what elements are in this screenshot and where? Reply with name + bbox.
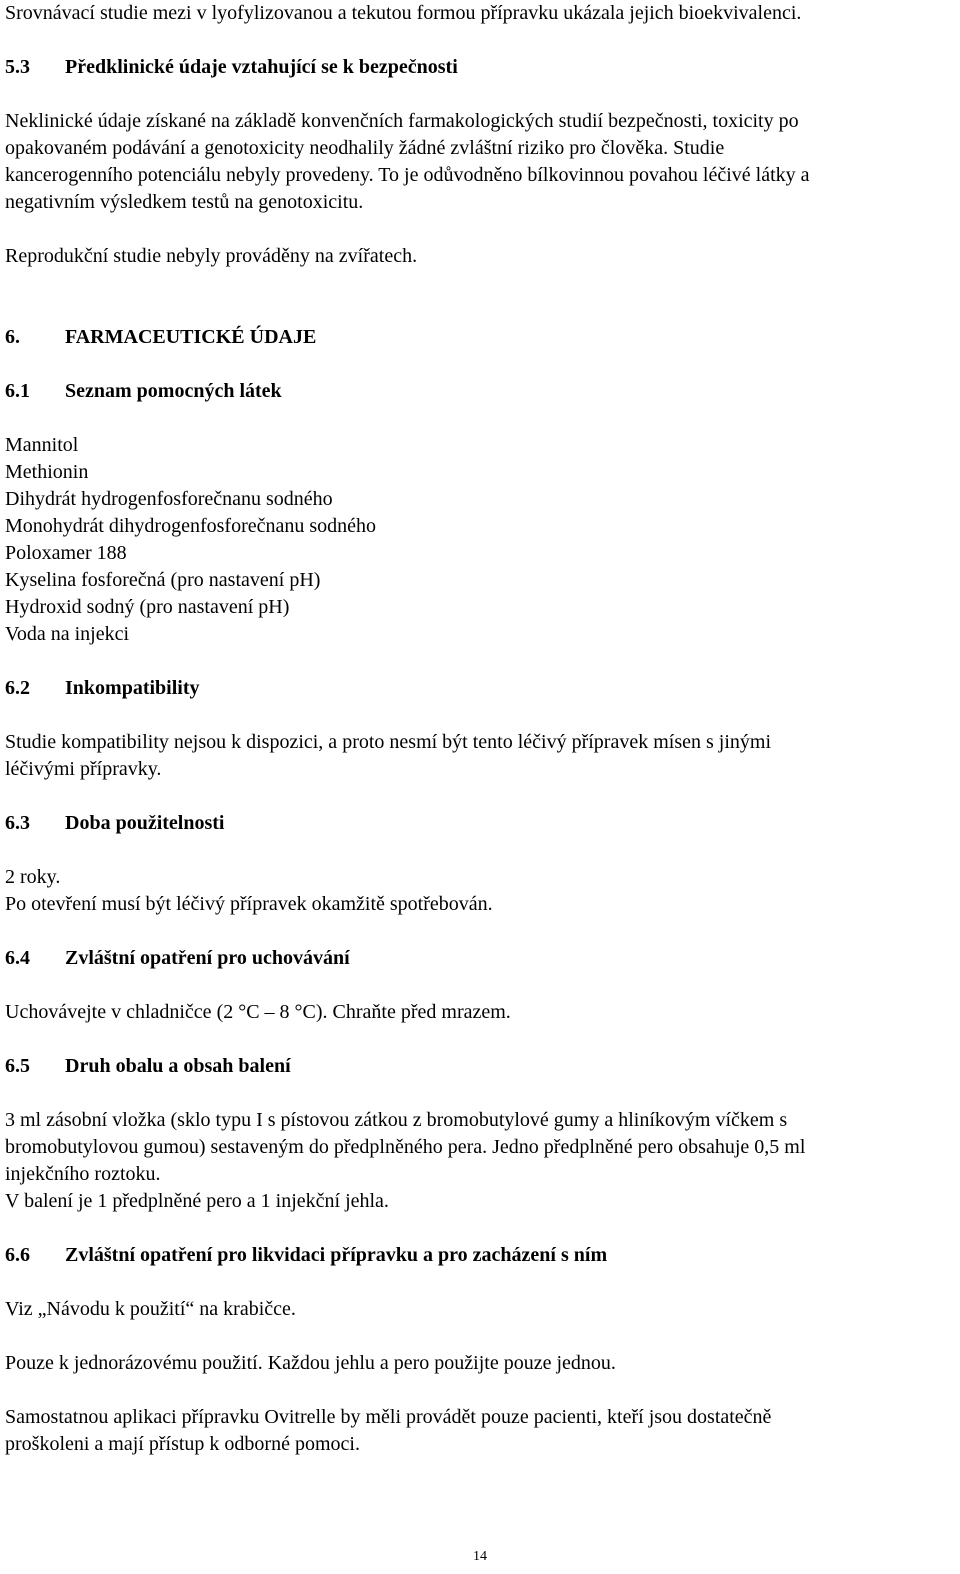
section-title: Druh obalu a obsah balení [65, 1055, 291, 1077]
list-item: Monohydrát dihydrogenfosforečnanu sodného [5, 515, 377, 537]
list-item: Kyselina fosforečná (pro nastavení pH) [5, 569, 321, 591]
section-title: Seznam pomocných látek [65, 380, 282, 402]
text-line: injekčního roztoku. [5, 1163, 161, 1185]
intro-paragraph: Srovnávací studie mezi v lyofylizovanou a tekutou formou přípravku ukázala jejich bioekvivalenci. [5, 2, 802, 24]
text-line: Studie kompatibility nejsou k dispozici, a proto nesmí být tento léčivý přípravek mísen s jinými [5, 731, 772, 753]
instructions-paragraph: Viz „Návodu k použití“ na krabičce. [5, 1298, 296, 1320]
section-title: Předklinické údaje vztahující se k bezpečnosti [65, 56, 458, 78]
excipients-list [5, 432, 955, 648]
section-number: 5.3 [5, 56, 30, 78]
section-5-3-paragraph [5, 108, 955, 216]
list-item: Hydroxid sodný (pro nastavení pH) [5, 596, 290, 618]
section-6-2-paragraph [5, 729, 955, 783]
text-line: léčivými přípravky. [5, 758, 162, 780]
text-line: 3 ml zásobní vložka (sklo typu I s pístovou zátkou z bromobutylové gumy a hliníkovým víčkem s [5, 1109, 788, 1131]
text-line: proškoleni a mají přístup k odborné pomoci. [5, 1433, 360, 1455]
section-number: 6.4 [5, 947, 30, 969]
section-number: 6. [5, 326, 20, 348]
section-number: 6.6 [5, 1244, 30, 1266]
text-line: bromobutylovou gumou) sestaveným do předplněného pera. Jedno předplněné pero obsahuje 0,5 ml [5, 1136, 806, 1158]
text-line: Neklinické údaje získané na základě konvenčních farmakologických studií bezpečnosti, toxicity po [5, 110, 799, 132]
section-title: Inkompatibility [65, 677, 200, 699]
section-6-5-heading [5, 1053, 955, 1080]
section-number: 6.2 [5, 677, 30, 699]
page-number: 14 [473, 1549, 487, 1564]
text-line: 2 roky. [5, 866, 61, 888]
text-line: opakovaném podávání a genotoxicity neodhalily žádné zvláštní riziko pro člověka. Studie [5, 137, 725, 159]
section-title: FARMACEUTICKÉ ÚDAJE [65, 326, 317, 348]
storage-paragraph: Uchovávejte v chladničce (2 °C – 8 °C). Chraňte před mrazem. [5, 1001, 511, 1023]
section-6-4-heading [5, 945, 955, 972]
section-6-3-paragraph [5, 864, 955, 918]
text-line: kancerogenního potenciálu nebyly provedeny. To je odůvodněno bílkovinnou povahou léčivé látky a [5, 164, 810, 186]
list-item: Dihydrát hydrogenfosforečnanu sodného [5, 488, 333, 510]
single-use-paragraph: Pouze k jednorázovému použití. Každou jehlu a pero použijte pouze jednou. [5, 1352, 616, 1374]
document-page [5, 0, 955, 1458]
section-6-3-heading [5, 810, 955, 837]
text-line: Samostatnou aplikaci přípravku Ovitrelle by měli provádět pouze pacienti, kteří jsou dostatečně [5, 1406, 772, 1428]
section-6-6-heading [5, 1242, 955, 1269]
list-item: Voda na injekci [5, 623, 130, 645]
list-item: Methionin [5, 461, 89, 483]
section-6-5-paragraph [5, 1107, 955, 1215]
text-line: V balení je 1 předplněné pero a 1 injekční jehla. [5, 1190, 389, 1212]
section-6-2-heading [5, 675, 955, 702]
section-6-1-heading [5, 378, 955, 405]
section-5-3-heading [5, 54, 955, 81]
section-title: Doba použitelnosti [65, 812, 225, 834]
section-6-heading [5, 324, 955, 351]
section-number: 6.1 [5, 380, 30, 402]
list-item: Mannitol [5, 434, 79, 456]
section-number: 6.3 [5, 812, 30, 834]
section-title: Zvláštní opatření pro uchovávání [65, 947, 350, 969]
list-item: Poloxamer 188 [5, 542, 127, 564]
section-title: Zvláštní opatření pro likvidaci přípravku a pro zacházení s ním [65, 1244, 608, 1266]
self-administration-paragraph [5, 1404, 955, 1458]
section-number: 6.5 [5, 1055, 30, 1077]
text-line: negativním výsledkem testů na genotoxicitu. [5, 191, 364, 213]
reproduction-paragraph: Reprodukční studie nebyly prováděny na zvířatech. [5, 245, 418, 267]
text-line: Po otevření musí být léčivý přípravek okamžitě spotřebován. [5, 893, 493, 915]
